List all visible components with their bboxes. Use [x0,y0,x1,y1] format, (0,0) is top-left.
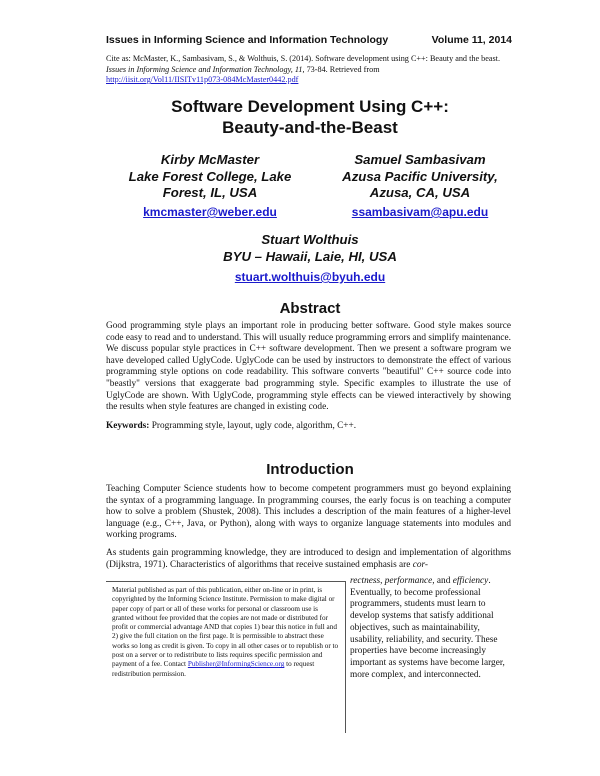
intro-italic-efficiency: efficiency [452,576,489,586]
author-1-affiliation-line-2: Forest, IL, USA [162,185,258,200]
abstract-body [106,321,511,432]
author-3 [180,232,440,265]
author-1-email-link[interactable]: kmcmaster@weber.edu [143,205,277,219]
author-2 [320,152,520,202]
copyright-footnote [106,581,346,733]
author-2-affiliation-line-1: Azusa Pacific University, [342,168,498,184]
footnote-text-end: to request redistribution permission. [112,660,315,678]
keywords-line [106,421,511,433]
author-1-name: Kirby McMaster [160,152,260,167]
author-1 [110,152,310,202]
volume-label: Volume 11, 2014 [431,34,512,46]
author-2-email-link[interactable]: ssambasivam@apu.edu [351,205,489,219]
title-line-1: Software Development Using C++: [171,97,449,116]
journal-name: Issues in Informing Science and Information Technology [106,34,389,46]
introduction-heading: Introduction [266,461,354,478]
citation-text: Cite as: McMaster, K., Sambasivam, S., & Wolthuis, S. (2014). Software development using C++: Beauty and the beast. [106,54,500,63]
abstract-text: Good programming style plays an important role in producing better software. Good style makes source code easy to read and to understand. This will usually reduce programming errors and simplify maintenance. We discuss popular style practices in C++ software development. Then we present a software program we have developed called UglyCode. UglyCode can be used by instructors to demonstrate the effect of various programming style options on code readability. This software converts "beautiful" C++ source code into "beastly" versions that exaggerate bad programming style. Specific examples to illustrate the use of UglyCode are shown. With UglyCode, programming style effects can be viewed interactively by showing the results when style features are changed in existing code. [106,321,511,413]
paper-title [100,96,520,138]
footnote-text: Material published as part of this publication, either on-line or in print, is copyrighted by the Informing Science Institute. Permission to make digital or paper copy of part or all of these works for personal or classroom use is granted without fee provided that the copies are not made or distributed for profit or commercial advantage AND that copies 1) bear this notice in full and 2) give the full citation on the first page. It is permissible to abstract these works so long as credit is given. To copy in all other cases or to republish or to post on a server or to redistribute to lists requires specific permission and payment of a fee. Contact [112,586,339,669]
intro-and: and [434,576,453,586]
intro-italic-terms: rectness, performance, [350,576,435,586]
publisher-email-link[interactable]: Publisher@InformingScience.org [187,660,285,669]
author-2-name: Samuel Sambasivam [354,152,486,167]
running-header [106,34,512,50]
citation-block [106,54,511,86]
author-1-affiliation-line-1: Lake Forest College, Lake [128,168,292,184]
author-3-affiliation: BYU – Hawaii, Laie, HI, USA [223,248,397,264]
intro-right-column [350,576,512,681]
title-line-2: Beauty-and-the-Beast [222,118,398,137]
introduction-body [106,484,511,571]
citation-url-link[interactable]: http://iisit.org/Vol11/IISITv11p073-084McMaster0442.pdf [106,75,299,85]
intro-paragraph-2-italic: cor- [412,559,429,570]
citation-pages: 73-84. Retrieved from [304,64,380,74]
citation-journal: Issues in Informing Science and Information Technology, 11, [106,64,305,74]
author-3-name: Stuart Wolthuis [261,232,359,247]
keywords-label: Keywords: [106,420,150,431]
intro-paragraph-2 [106,548,511,571]
author-3-email-link[interactable]: stuart.wolthuis@byuh.edu [234,270,386,284]
intro-paragraph-1: Teaching Computer Science students how to become competent programmers must go beyond explaining the syntax of a programming language. In programming courses, the early focus is on teaching a computer how to solve a problem (Shustek, 2008). This includes a description of the main features of a higher-level language (e.g., C++, Java, or Python), along with ways to organize language statements into modules and working programs. [106,484,511,541]
abstract-heading: Abstract [279,300,341,317]
intro-paragraph-2-text: As students gain programming knowledge, they are introduced to design and implementation of algorithms (Dijkstra, 1971). Characteristics of algorithms that receive sustained emphasis are [106,547,511,570]
keywords-text: Programming style, layout, ugly code, algorithm, C++. [149,420,357,431]
intro-right-column-text: . Eventually, to become professional programmers, students must learn to develop systems that satisfy additional objectives, such as maintainability, usability, reliability, and security. These properties have become increasingly important as systems have become larger, more complex, and interconnected. [350,576,505,680]
author-2-affiliation-line-2: Azusa, CA, USA [369,185,471,200]
